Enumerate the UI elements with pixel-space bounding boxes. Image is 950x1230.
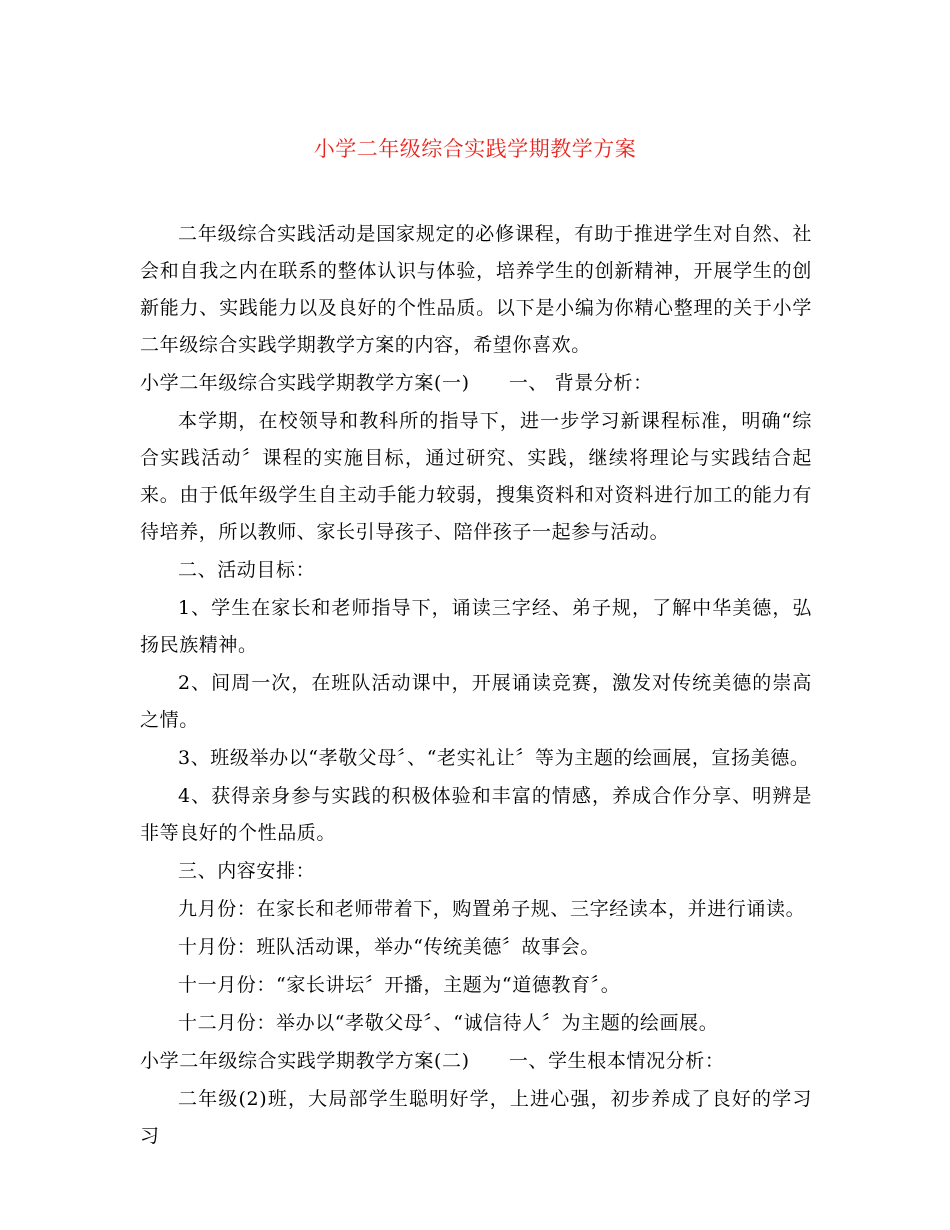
- goals-heading: 二、活动目标：: [178, 559, 316, 581]
- section-heading-plan-two: 小学二年级综合实践学期教学方案(二) 一、学生根本情况分析：: [140, 1050, 725, 1072]
- document-title: 小学二年级综合实践学期教学方案: [313, 137, 637, 161]
- goal-item: 3、班级举办以“孝敬父母〞、“老实礼让〞等为主题的绘画展，宣扬美德。: [178, 747, 810, 769]
- schedule-item: 十一月份：“家长讲坛〞开播，主题为“道德教育〞。: [178, 974, 621, 996]
- schedule-item: 十月份：班队活动课，举办“传统美德〞故事会。: [178, 936, 600, 958]
- background-paragraph: 本学期，在校领导和教科所的指导下，进一步学习新课程标准，明确“综合实践活动〞课程的实施目标，通过研究、实践，继续将理论与实践结合起来。由于低年级学生自主动手能力较弱，搜集资料和对资料进行加工的能力有待培养，所以教师、家长引导孩子、陪伴孩子一起参与活动。: [140, 410, 812, 543]
- goal-item: 2、间周一次，在班队活动课中，开展诵读竞赛，激发对传统美德的崇高之情。: [140, 672, 812, 731]
- document-body: [140, 216, 812, 1156]
- goal-item: 4、获得亲身参与实践的积极体验和丰富的情感，养成合作分享、明辨是非等良好的个性品质。: [140, 785, 812, 844]
- student-analysis-paragraph: 二年级(2)班，大局部学生聪明好学，上进心强，初步养成了良好的学习习: [140, 1088, 812, 1147]
- section-heading-plan-one: 小学二年级综合实践学期教学方案(一) 一、 背景分析：: [140, 372, 653, 394]
- goal-item: 1、学生在家长和老师指导下，诵读三字经、弟子规，了解中华美德，弘扬民族精神。: [140, 597, 812, 656]
- schedule-item: 十二月份：举办以“孝敬父母〞、“诚信待人〞为主题的绘画展。: [178, 1012, 719, 1034]
- content-heading: 三、内容安排：: [178, 860, 316, 882]
- intro-paragraph: 二年级综合实践活动是国家规定的必修课程，有助于推进学生对自然、社会和自我之内在联系的整体认识与体验，培养学生的创新精神，开展学生的创新能力、实践能力以及良好的个性品质。以下是小编为你精心整理的关于小学二年级综合实践学期教学方案的内容，希望你喜欢。: [140, 223, 812, 356]
- schedule-item: 九月份：在家长和老师带着下，购置弟子规、三字经读本，并进行诵读。: [178, 898, 806, 920]
